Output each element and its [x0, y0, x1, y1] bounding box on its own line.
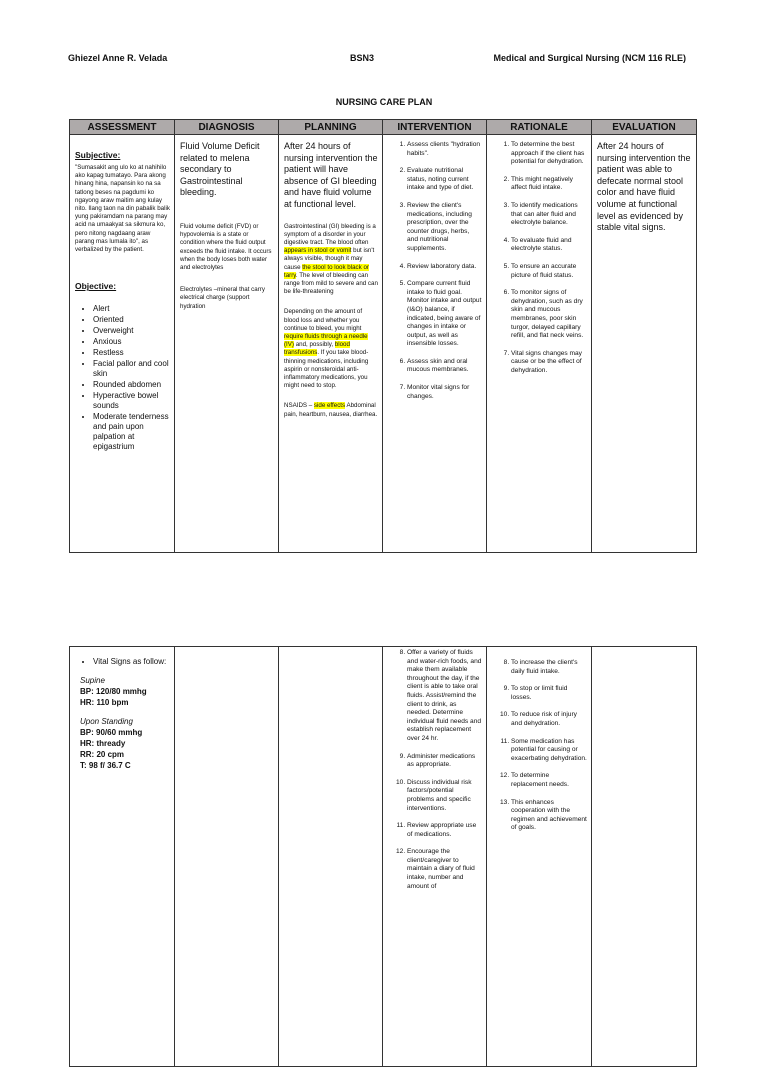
list-item: 2. This might negatively affect fluid intake. — [511, 176, 587, 193]
page-header — [68, 53, 686, 67]
vitals-list — [75, 657, 170, 667]
list-item: • Restless — [93, 348, 170, 358]
list-item: 1. Assess clients "hydration habits". — [407, 141, 482, 158]
evaluation-cell — [592, 135, 697, 553]
list-item: 4. Review laboratory data. — [407, 263, 482, 272]
list-item: 9. Administer medications as appropriate. — [407, 753, 482, 770]
list-item: 6. To monitor signs of dehydration, such as dry skin and mucous membranes, poor skin turgor, delayed capillary refill, and flat neck veins. — [511, 289, 587, 341]
table-row — [70, 647, 697, 1067]
list-item: 8. Offer a variety of fluids and water-rich foods, and make them available throughout the day, if the client is able to take oral fluids. Assist/remind the client to drink, as needed. Determine individual fluid needs and establish replacement over 24 hr. — [407, 649, 482, 744]
course-label: BSN3 — [350, 53, 375, 63]
list-item: 11. Some medication has potential for causing or exacerbating dehydration. — [511, 738, 587, 764]
list-item: 6. Assess skin and oral mucous membranes. — [407, 358, 482, 375]
list-item: 10. Discuss individual risk factors/potential problems and specific interventions. — [407, 779, 482, 813]
planning-treatment-note: Depending on the amount of blood loss and whether you continue to bleed, you might require fluids through a needle (IV) and, possibly, blood transfusions. If you take blood-thinning medications, including aspirin or nonsteroidal anti-inflammatory medications, you might need to stop. — [284, 308, 369, 390]
list-item: 4. To evaluate fluid and electrolyte status. — [511, 237, 587, 254]
supine-bp: BP: 120/80 mmhg — [80, 687, 147, 696]
assessment-cell-continued — [70, 647, 175, 1067]
col-header-planning: PLANNING — [279, 120, 383, 135]
nursing-care-plan-table — [69, 119, 697, 553]
table-row — [70, 135, 697, 553]
table-header-row — [70, 120, 697, 135]
intervention-list-continued — [383, 649, 482, 891]
objective-list — [75, 304, 170, 452]
diagnosis-cell — [175, 135, 279, 553]
standing-rr: RR: 20 cpm — [80, 750, 125, 759]
diagnosis-note-electrolytes: Electrolytes –mineral that carry electrical charge (support hydration — [180, 286, 265, 310]
standing-bp: BP: 90/60 mmhg — [80, 728, 143, 737]
standing-label: Upon Standing — [80, 717, 133, 726]
planning-gi-bleeding-note: Gastrointestinal (GI) bleeding is a symptom of a disorder in your digestive tract. The blood often appears in stool or vomit but isn't always visible, though it may cause the stool to look black or tarry. The level of bleeding can range from mild to severe and can be life-threatening — [284, 222, 378, 296]
list-item: 9. To stop or limit fluid losses. — [511, 685, 587, 702]
diagnosis-cell-continued — [175, 647, 279, 1067]
list-item: 12. Encourage the client/caregiver to maintain a diary of fluid intake, number and amount of — [407, 848, 482, 891]
list-item: 5. To ensure an accurate picture of fluid status. — [511, 263, 587, 280]
list-item: • Oriented — [93, 315, 170, 325]
planning-nsaids-note: NSAIDS – side effects Abdominal pain, heartburn, nausea, diarrhea. — [284, 402, 378, 418]
student-name: Ghiezel Anne R. Velada — [68, 53, 168, 63]
list-item: • Overweight — [93, 326, 170, 336]
list-item: • Hyperactive bowel sounds — [93, 391, 170, 411]
col-header-diagnosis: DIAGNOSIS — [175, 120, 279, 135]
list-item: • Alert — [93, 304, 170, 314]
planning-cell-continued — [279, 647, 383, 1067]
list-item: 11. Review appropriate use of medications. — [407, 822, 482, 839]
list-item: 5. Compare current fluid intake to fluid goal. Monitor intake and output (I&O) balance, if indicated, being aware of changes in intake or output, as well as insensible losses. — [407, 280, 482, 349]
list-item: 13. This enhances cooperation with the regimen and achievement of goals. — [511, 799, 587, 833]
evaluation-cell-continued — [592, 647, 697, 1067]
objective-label: Objective: — [75, 281, 117, 292]
diagnosis-note-fvd: Fluid volume deficit (FVD) or hypovolemia is a state or condition where the fluid output exceeds the fluid intake. It occurs when the body loses both water and electrolytes — [180, 222, 272, 271]
intervention-cell — [383, 135, 487, 553]
supine-label: Supine — [80, 676, 105, 685]
list-item: 1. To determine the best approach if the client has potential for dehydration. — [511, 141, 587, 167]
list-item: • Anxious — [93, 337, 170, 347]
planning-cell — [279, 135, 383, 553]
col-header-evaluation: EVALUATION — [592, 120, 697, 135]
list-item: 3. Review the client's medications, including prescription, over the counter drugs, herbs, and nutritional supplements. — [407, 202, 482, 254]
rationale-cell — [487, 135, 592, 553]
subject-label: Medical and Surgical Nursing (NCM 116 RLE) — [493, 53, 686, 63]
diagnosis-main: Fluid Volume Deficit related to melena secondary to Gastrointestinal bleeding. — [180, 141, 260, 198]
list-item: 7. Monitor vital signs for changes. — [407, 384, 482, 401]
list-item: 12. To determine replacement needs. — [511, 772, 587, 789]
intervention-list — [383, 141, 482, 401]
subjective-label: Subjective: — [75, 150, 121, 160]
col-header-assessment: ASSESSMENT — [70, 120, 175, 135]
rationale-cell-continued — [487, 647, 592, 1067]
list-item: • Rounded abdomen — [93, 380, 170, 390]
list-item: • Facial pallor and cool skin — [93, 359, 170, 379]
standing-temp: T: 98 f/ 36.7 C — [80, 761, 131, 770]
col-header-intervention: INTERVENTION — [383, 120, 487, 135]
nursing-care-plan-table-continued — [69, 646, 697, 1067]
list-item: 3. To identify medications that can alter fluid and electrolyte balance. — [511, 202, 587, 228]
list-item: 2. Evaluate nutritional status, noting current intake and type of diet. — [407, 167, 482, 193]
col-header-rationale: RATIONALE — [487, 120, 592, 135]
intervention-cell-continued — [383, 647, 487, 1067]
list-item: 10. To reduce risk of injury and dehydration. — [511, 711, 587, 728]
evaluation-text: After 24 hours of nursing intervention the patient was able to defecate normal stool color and have fluid volume at functional level as evidenced by stable vital signs. — [597, 141, 691, 233]
list-item: 7. Vital signs changes may cause or be the effect of dehydration. — [511, 350, 587, 376]
planning-main: After 24 hours of nursing intervention the patient will have absence of GI bleeding and have fluid volume at functional level. — [284, 141, 378, 209]
list-item: • Vital Signs as follow: — [93, 657, 170, 667]
assessment-cell — [70, 135, 175, 553]
supine-hr: HR: 110 bpm — [80, 698, 129, 707]
list-item: • Moderate tenderness and pain upon palpation at epigastrium — [93, 412, 170, 452]
list-item: 8. To increase the client's daily fluid intake. — [511, 659, 587, 676]
document-title: NURSING CARE PLAN — [335, 97, 433, 107]
subjective-text: "Sumasakit ang ulo ko at nahihilo ako kapag tumatayo. Para akong hinang hina, napansin ko na sa tatlong beses na pagdumi ko ngayong araw maitim ang kulay nito. Ilang taon na din pabalik balik yung pakiramdam na parang may acid na umaakyat sa sikmura ko, pero nitong nagdaang araw parang mas lumala ito", as verbalized by the patient. — [75, 164, 170, 254]
rationale-list — [487, 141, 587, 375]
standing-hr: HR: thready — [80, 739, 126, 748]
rationale-list-continued — [487, 659, 587, 833]
